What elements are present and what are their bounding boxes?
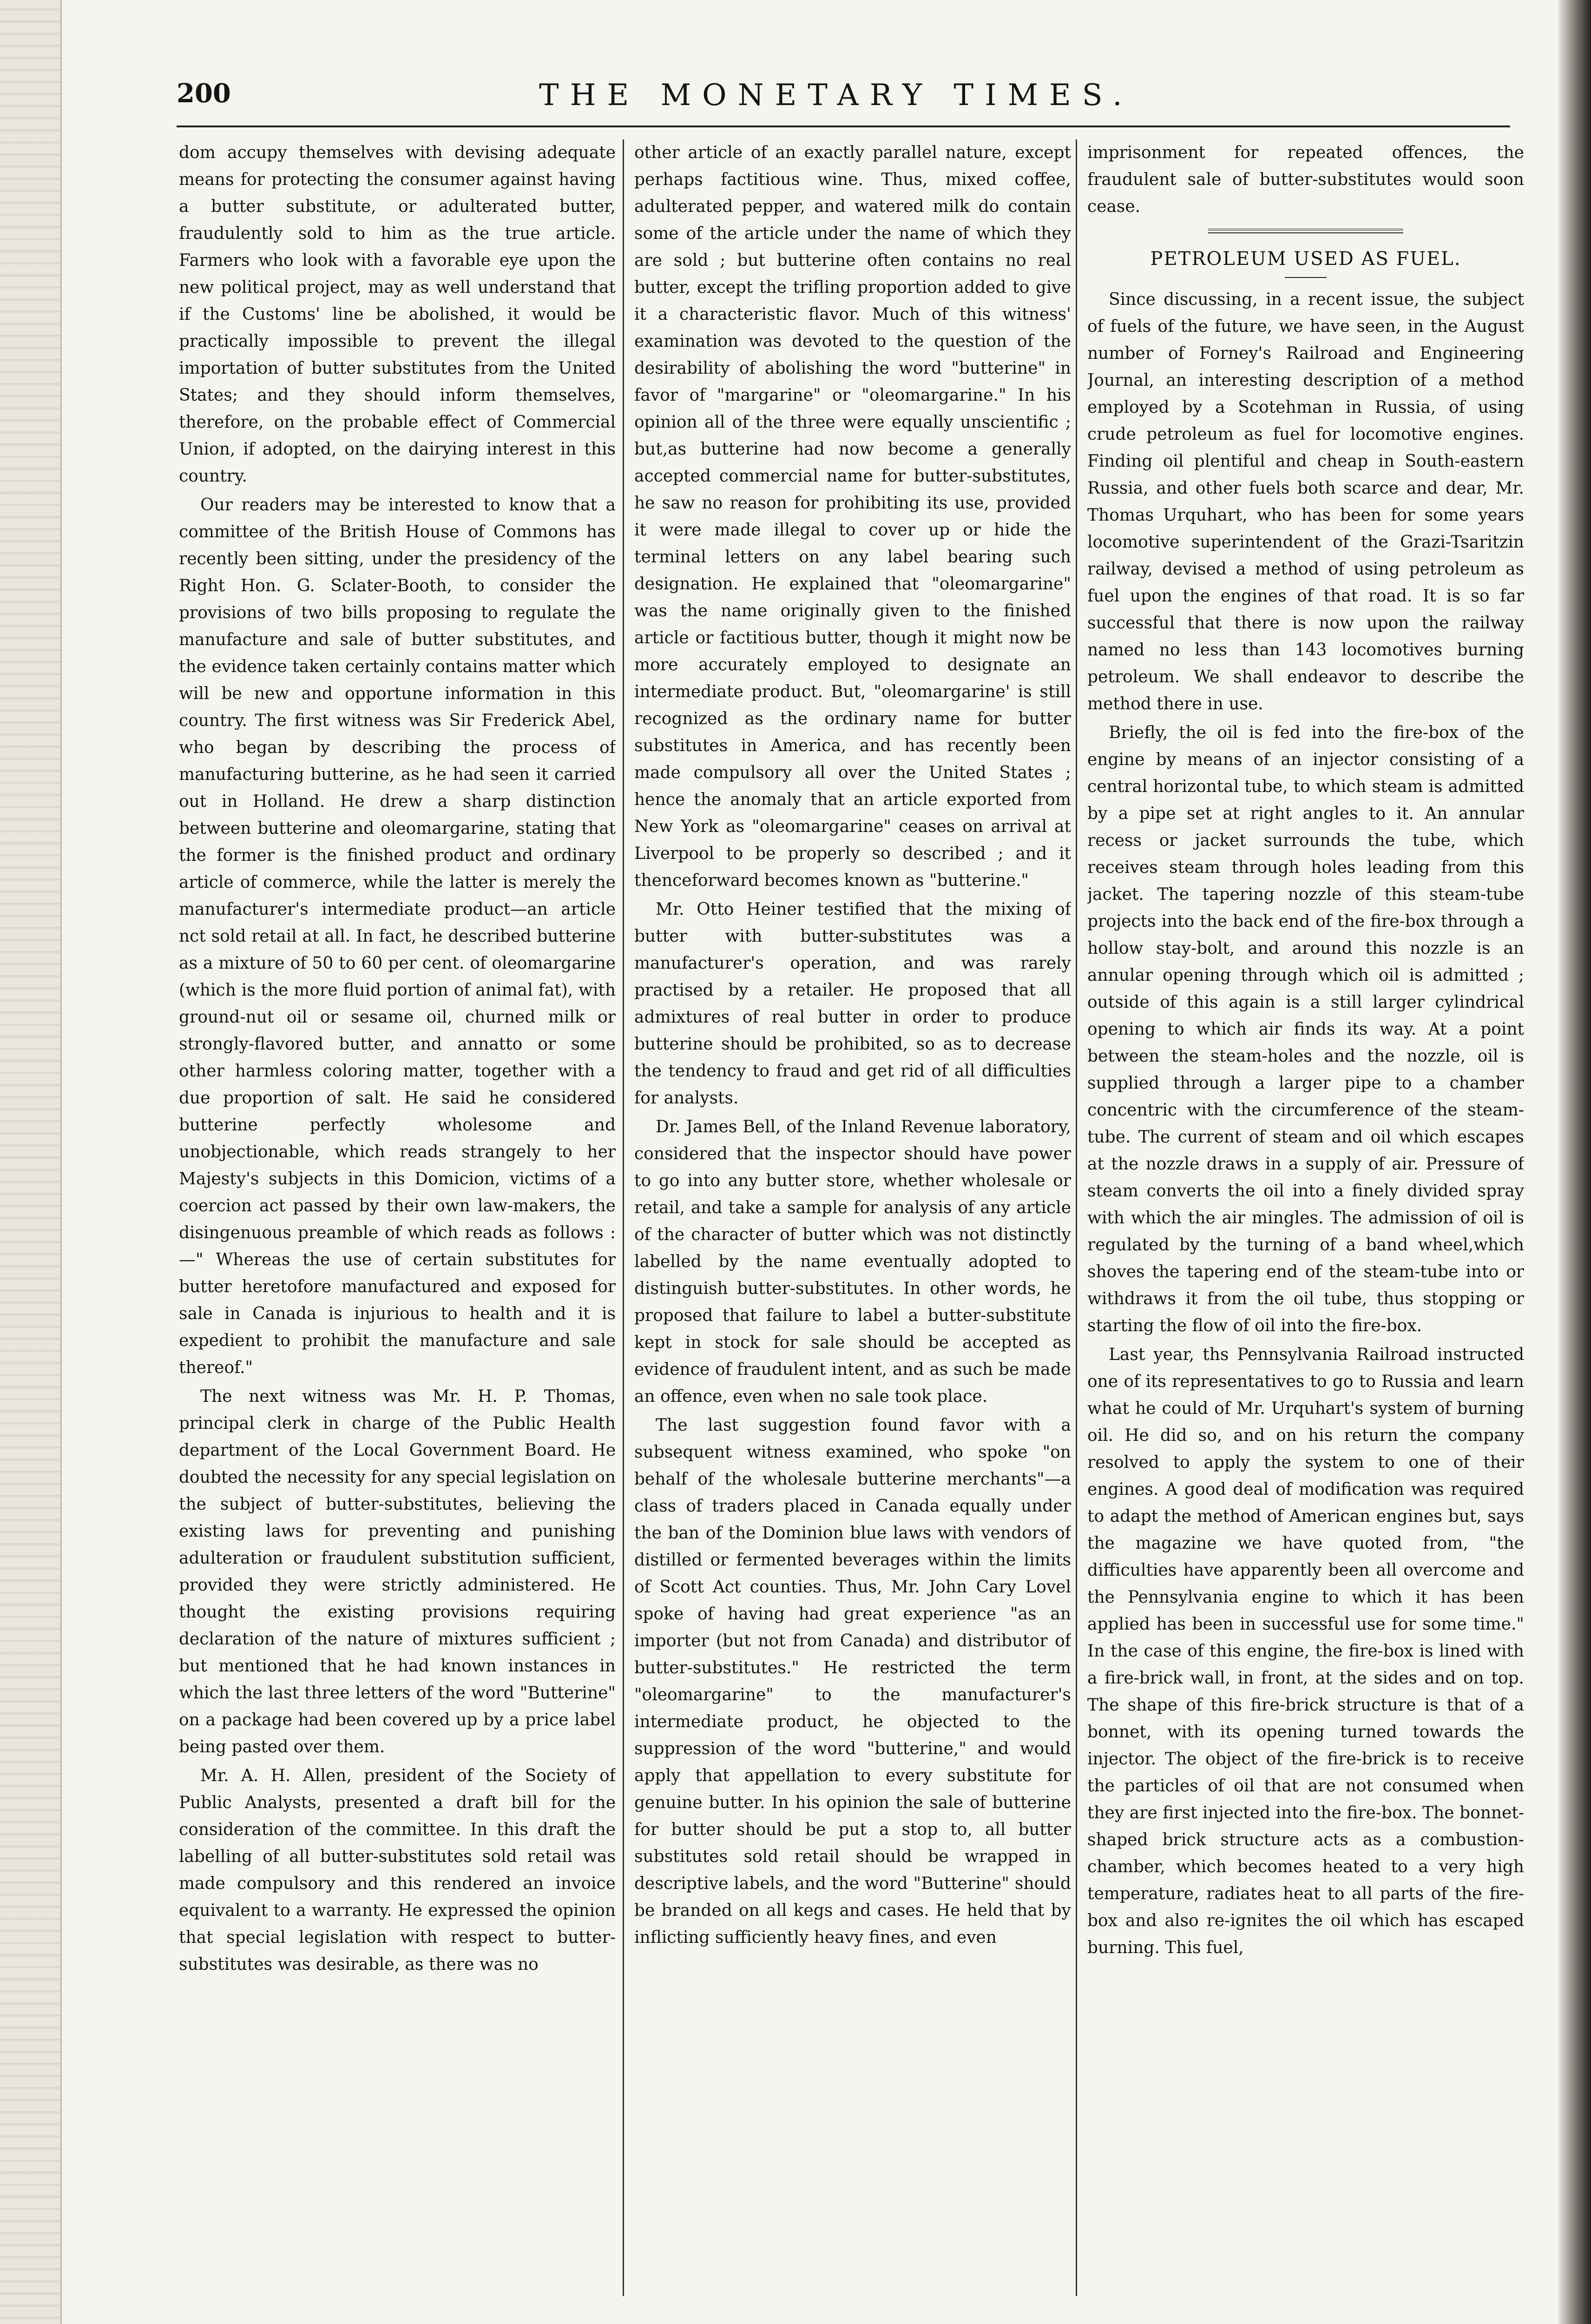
page-number: 200 — [177, 78, 231, 109]
column-divider — [623, 139, 624, 2296]
paragraph: Briefly, the oil is fed into the fire-box of the engine by means of an injector consisting of a central horizontal tube, to which steam is admitted by a pipe set at right angles to it. An annular recess or jacket surrounds the tube, which receives steam through holes leading from this jacket. The tapering nozzle of this steam-tube projects into the back end of the fire-box through a hollow stay-bolt, and around this nozzle is an annular opening through which oil is admitted ; outside of this again is a still larger cylindrical opening to which air finds its way. At a point between the steam-holes and the nozzle, oil is supplied through a larger pipe to a chamber concentric with the circumference of the steam-tube. The current of steam and oil which escapes at the nozzle draws in a supply of air. Pressure of steam converts the oil into a finely divided spray with which the air mingles. The admission of oil is regulated by the turning of a band wheel,which shoves the tapering end of the steam-tube into or withdraws it from the oil tube, thus stopping or starting the flow of oil into the fire-box. — [1087, 723, 1524, 1335]
paragraph: Last year, ths Pennsylvania Railroad instructed one of its representatives to go to Russia and learn what he could of Mr. Urquhart's system of burning oil. He did so, and on his return the company resolved to apply the system to one of their engines. A good deal of modification was required to adapt the method of American engines but, says the magazine we have quoted from, "the difficulties have apparently been all overcome and the Pennsylvania engine to which it has been applied has been in successful use for some time." In the case of this engine, the fire-box is lined with a fire-brick wall, in front, at the sides and on top. The shape of this fire-brick structure is that of a bonnet, with its opening turned towards the injector. The object of the fire-brick is to receive the particles of oil that are not consumed when they are first injected into the fire-box. The bonnet-shaped brick structure acts as a combustion-chamber, which becomes heated to a very high temperature, radiates heat to all parts of the fire-box and also re-ignites the oil which has escaped burning. This fuel, — [1087, 1345, 1524, 1957]
paragraph: Since discussing, in a recent issue, the subject of fuels of the future, we have seen, in the August number of Forney's Railroad and Engineering Journal, an interesting description of a method employed by a Scotehman in Russia, of using crude petroleum as fuel for locomotive engines. Finding oil plentiful and cheap in South-eastern Russia, and other fuels both scarce and dear, Mr. Thomas Urquhart, who has been for some years locomotive superintendent of the Grazi-Tsaritzin railway, devised a method of using petroleum as fuel upon the engines of that road. It is so far successful that there is now upon the railway named no less than 143 locomotives burning petroleum. We shall endeavor to describe the method there in use. — [1087, 290, 1524, 713]
paragraph: dom accupy themselves with devising adequate means for protecting the consumer against having a butter substitute, or adulterated butter, fraudulently sold to him as the true article. Farmers who look with a favorable eye upon the new political project, may as well understand that if the Customs' line be abolished, it would be practically impossible to prevent the illegal importation of butter substitutes from the United States; and they should inform themselves, therefore, on the probable effect of Commercial Union, if adopted, on the dairying interest in this country. — [179, 143, 616, 486]
article-column-1 — [179, 139, 616, 2324]
title-underline — [1285, 277, 1327, 278]
column-divider — [1076, 139, 1077, 2296]
article-column-3 — [1087, 139, 1524, 2324]
paragraph: Mr. Otto Heiner testified that the mixing of butter with butter-substitutes was a manufacturer's operation, and was rarely practised by a retailer. He proposed that all admixtures of real butter in order to produce butterine should be prohibited, so as to decrease the tendency to fraud and get rid of all difficulties for analysts. — [634, 900, 1071, 1108]
paragraph: Dr. James Bell, of the Inland Revenue laboratory, considered that the inspector should have power to go into any butter store, whether wholesale or retail, and take a sample for analysis of any article of the character of butter which was not distinctly labelled by the name eventually adopted to distinguish butter-substitutes. In other words, he proposed that failure to label a butter-substitute kept in stock for sale should be accepted as evidence of fraudulent intent, and as such be made an offence, even when no sale took place. — [634, 1117, 1071, 1406]
article-column-2 — [634, 139, 1071, 2324]
paragraph: Mr. A. H. Allen, president of the Society of Public Analysts, presented a draft bill for the consideration of the committee. In this draft the labelling of all butter-substitutes sold retail was made compulsory and this rendered an invoice equivalent to a warranty. He expressed the opinion that special legislation with respect to butter-substitutes was desirable, as there was no — [179, 1766, 616, 1974]
page-edge-shadow — [1558, 0, 1591, 2324]
paragraph: imprisonment for repeated offences, the fraudulent sale of butter-substitutes would soon cease. — [1087, 143, 1524, 216]
paragraph: The last suggestion found favor with a subsequent witness examined, who spoke "on behalf of the wholesale butterine merchants"—a class of traders placed in Canada equally under the ban of the Dominion blue laws with vendors of distilled or fermented beverages within the limits of Scott Act counties. Thus, Mr. John Cary Lovel spoke of having had great experience "as an importer (but not from Canada) and distributor of butter-substitutes." He restricted the term "oleomargarine" to the manufacturer's intermediate product, he objected to the suppression of the word "butterine," and would apply that appellation to every substitute for genuine butter. In his opinion the sale of butterine for butter should be put a stop to, all butter substitutes sold retail should be wrapped in descriptive labels, and the word "Butterine" should be branded on all kegs and cases. He held that by inflicting sufficiently heavy fines, and even — [634, 1416, 1071, 1947]
publication-title: THE MONETARY TIMES. — [539, 78, 1133, 112]
paragraph: The next witness was Mr. H. P. Thomas, principal clerk in charge of the Public Health department of the Local Government Board. He doubted the necessity for any special legislation on the subject of butter-substitutes, believing the existing laws for preventing and punishing adulteration or fraudulent substitution sufficient, provided they were strictly administered. He thought the existing provisions requiring declaration of the nature of mixtures sufficient ; but mentioned that he had known instances in which the last three letters of the word "Butterine" on a package had been covered up by a price label being pasted over them. — [179, 1387, 616, 1756]
binding-edge — [0, 0, 62, 2324]
page-header — [177, 70, 1510, 127]
section-divider — [1208, 229, 1403, 233]
paragraph: other article of an exactly parallel nature, except perhaps factitious wine. Thus, mixed coffee, adulterated pepper, and watered milk do contain some of the article under the name of which they are sold ; but butterine often contains no real butter, except the trifling proportion added to give it a characteristic flavor. Much of this witness' examination was devoted to the question of the desirability of abolishing the word "butterine" in favor of "margarine" or "oleomargarine." In his opinion all of the three were equally unscientific ; but,as butterine had now become a generally accepted commercial name for butter-substitutes, he saw no reason for prohibiting its use, provided it were made illegal to cover up or hide the terminal letters on any label bearing such designation. He explained that "oleomargarine" was the name originally given to the finished article or factitious butter, though it might now be more accurately employed to designate an intermediate product. But, "oleomargarine' is still recognized as the ordinary name for butter substitutes in America, and has recently been made compulsory all over the United States ; hence the anomaly that an article exported from New York as "oleomargarine" ceases on arrival at Liverpool to be properly so described ; and it thenceforward becomes known as "butterine." — [634, 143, 1071, 890]
paragraph: Our readers may be interested to know that a committee of the British House of Commons has recently been sitting, under the presidency of the Right Hon. G. Sclater-Booth, to consider the provisions of two bills proposing to regulate the manufacture and sale of butter substitutes, and the evidence taken certainly contains matter which will be new and opportune information in this country. The first witness was Sir Frederick Abel, who began by describing the process of manufacturing butterine, as he had seen it carried out in Holland. He drew a sharp distinction between butterine and oleomargarine, stating that the former is the finished product and ordinary article of commerce, while the latter is merely the manufacturer's intermediate product—an article nct sold retail at all. In fact, he described butterine as a mixture of 50 to 60 per cent. of oleomargarine (which is the more fluid portion of animal fat), with ground-nut oil or sesame oil, churned milk or strongly-flavored butter, and annatto or some other harmless coloring matter, together with a due proportion of salt. He said he considered butterine perfectly wholesome and unobjectionable, which reads strangely to her Majesty's subjects in this Domicion, victims of a coercion act passed by their own law-makers, the disingenuous preamble of which reads as follows :—" Whereas the use of certain substitutes for butter heretofore manufactured and exposed for sale in Canada is injurious to health and it is expedient to prohibit the manufacture and sale thereof." — [179, 495, 616, 1377]
article-title: PETROLEUM USED AS FUEL. — [1150, 248, 1461, 270]
